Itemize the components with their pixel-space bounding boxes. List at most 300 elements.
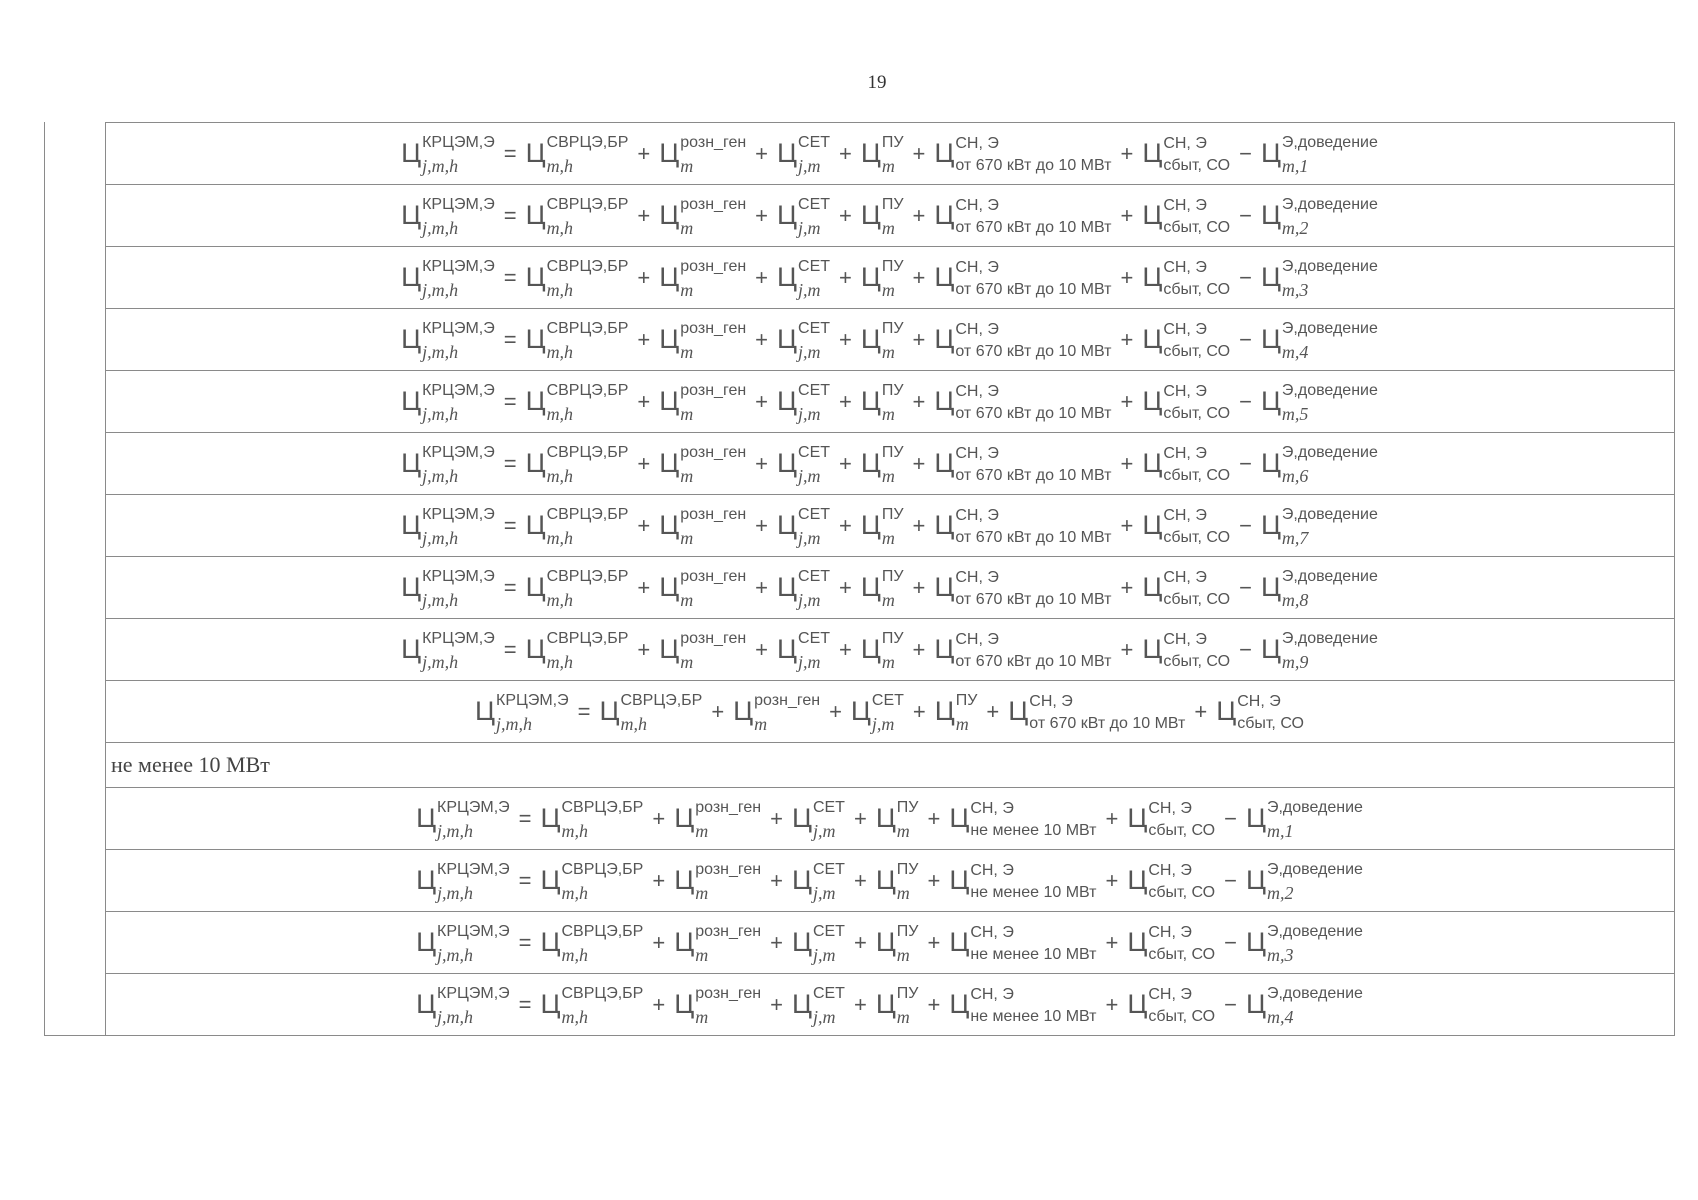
subscript: m,h xyxy=(546,651,574,672)
formula-row xyxy=(105,494,1675,556)
lhs-term xyxy=(401,319,495,362)
price-symbol: Ц xyxy=(1245,927,1266,957)
services-term xyxy=(860,443,904,486)
operator: = xyxy=(503,326,517,352)
price-symbol: Ц xyxy=(1216,696,1237,726)
price-symbol: Ц xyxy=(1142,324,1163,354)
subscript: m,h xyxy=(546,465,574,486)
lhs-term xyxy=(401,505,495,548)
subscript: m xyxy=(695,882,709,903)
subscript: m xyxy=(881,465,895,486)
operator: = xyxy=(503,140,517,166)
subscript: от 670 кВт до 10 МВт xyxy=(955,404,1112,422)
operator: + xyxy=(853,805,867,831)
subscript: сбыт, СО xyxy=(1163,156,1231,174)
subscript: j,m,h xyxy=(422,403,459,424)
price-symbol: Ц xyxy=(875,865,896,895)
formula-row xyxy=(105,618,1675,680)
superscript: СЕТ xyxy=(798,133,831,151)
subscript: j,m xyxy=(812,1006,836,1027)
operator: + xyxy=(755,264,769,290)
wholesale-price-term xyxy=(540,798,644,841)
network-term xyxy=(791,860,845,903)
formula-row xyxy=(105,370,1675,432)
subscript: m,8 xyxy=(1281,589,1309,610)
table-rows xyxy=(105,122,1675,1035)
price-symbol: Ц xyxy=(1260,200,1281,230)
operator: + xyxy=(637,450,651,476)
operator: + xyxy=(1120,512,1134,538)
subscript: m,3 xyxy=(1266,944,1294,965)
subscript: m xyxy=(695,944,709,965)
superscript: СВРЦЭ,БР xyxy=(561,798,644,816)
superscript: СН, Э xyxy=(955,444,999,462)
operator: + xyxy=(1120,574,1134,600)
operator: − xyxy=(1239,574,1252,600)
superscript: СН, Э xyxy=(955,630,999,648)
superscript: СВРЦЭ,БР xyxy=(546,133,629,151)
adjustment-term xyxy=(1260,381,1378,424)
retail-gen-term xyxy=(659,505,747,548)
superscript: СН, Э xyxy=(1148,923,1192,941)
services-term xyxy=(860,319,904,362)
formula-row xyxy=(105,973,1675,1035)
price-symbol: Ц xyxy=(525,634,546,664)
subscript: m xyxy=(695,1006,709,1027)
operator: + xyxy=(711,698,725,724)
subscript: m xyxy=(896,944,910,965)
operator: = xyxy=(503,512,517,538)
retail-gen-term xyxy=(674,798,762,841)
retail-gen-term xyxy=(659,133,747,176)
price-symbol: Ц xyxy=(875,803,896,833)
services-term xyxy=(934,691,978,734)
subscript: j,m xyxy=(798,465,821,486)
price-symbol: Ц xyxy=(659,634,680,664)
price-symbol: Ц xyxy=(777,386,798,416)
price-symbol: Ц xyxy=(777,572,798,602)
subscript: j,m,h xyxy=(437,1006,474,1027)
superscript: СВРЦЭ,БР xyxy=(546,257,629,275)
operator: + xyxy=(839,636,852,662)
operator: + xyxy=(912,698,926,724)
formula-row xyxy=(105,556,1675,618)
superscript: ПУ xyxy=(881,567,904,585)
operator: + xyxy=(912,264,926,290)
superscript: ПУ xyxy=(881,443,904,461)
superscript: Э,доведение xyxy=(1266,984,1363,1002)
formula-row xyxy=(105,849,1675,911)
superscript: ПУ xyxy=(881,133,904,151)
operator: − xyxy=(1224,867,1237,893)
superscript: СЕТ xyxy=(798,319,831,337)
operator: + xyxy=(853,867,867,893)
superscript: ПУ xyxy=(896,984,919,1002)
subscript: m,h xyxy=(546,341,574,362)
operator: + xyxy=(755,636,769,662)
operator: + xyxy=(755,512,769,538)
subscript: m xyxy=(881,403,895,424)
formula xyxy=(416,860,1363,903)
superscript: КРЦЭМ,Э xyxy=(422,319,495,337)
price-symbol: Ц xyxy=(934,634,955,664)
price-symbol: Ц xyxy=(934,448,955,478)
price-symbol: Ц xyxy=(1142,448,1163,478)
operator: + xyxy=(1105,805,1119,831)
superscript: КРЦЭМ,Э xyxy=(422,567,495,585)
price-symbol: Ц xyxy=(416,803,437,833)
operator: + xyxy=(637,202,651,228)
lhs-term xyxy=(401,257,495,300)
retail-gen-term xyxy=(659,443,747,486)
subscript: j,m,h xyxy=(422,279,459,300)
operator: + xyxy=(912,326,926,352)
formula xyxy=(401,443,1378,486)
retail-gen-term xyxy=(674,984,762,1027)
subscript: не менее 10 МВт xyxy=(970,1007,1097,1025)
subscript: j,m xyxy=(798,589,821,610)
operator: + xyxy=(652,867,666,893)
sales-term xyxy=(1127,923,1216,963)
superscript: СЕТ xyxy=(798,381,831,399)
network-term xyxy=(777,443,831,486)
formula-table xyxy=(44,122,1675,1036)
price-symbol: Ц xyxy=(791,927,812,957)
price-symbol: Ц xyxy=(860,262,881,292)
price-symbol: Ц xyxy=(733,696,754,726)
section-heading-row xyxy=(105,742,1675,787)
operator: + xyxy=(829,698,842,724)
operator: + xyxy=(1120,202,1134,228)
operator: − xyxy=(1239,450,1252,476)
price-symbol: Ц xyxy=(777,510,798,540)
wholesale-price-term xyxy=(540,860,644,903)
price-symbol: Ц xyxy=(674,865,695,895)
subscript: m,h xyxy=(561,1006,588,1027)
superscript: СН, Э xyxy=(1163,258,1207,276)
subscript: сбыт, СО xyxy=(1148,945,1216,963)
price-symbol: Ц xyxy=(525,324,546,354)
subscript: от 670 кВт до 10 МВт xyxy=(955,528,1112,546)
formula xyxy=(401,133,1378,176)
superscript: розн_ген xyxy=(695,922,762,940)
operator: + xyxy=(839,202,852,228)
subscript: m xyxy=(881,651,895,672)
subscript: j,m xyxy=(798,279,821,300)
subscript: j,m,h xyxy=(422,465,459,486)
price-symbol: Ц xyxy=(659,448,680,478)
superscript: розн_ген xyxy=(680,443,747,461)
price-symbol: Ц xyxy=(934,696,955,726)
wholesale-price-term xyxy=(540,984,644,1027)
superscript: СЕТ xyxy=(812,922,845,940)
price-symbol: Ц xyxy=(1008,696,1029,726)
price-symbol: Ц xyxy=(791,865,812,895)
subscript: m,6 xyxy=(1281,465,1309,486)
operator: + xyxy=(652,805,666,831)
superscript: СЕТ xyxy=(798,443,831,461)
superscript: розн_ген xyxy=(680,505,747,523)
operator: = xyxy=(503,450,517,476)
superscript: СН, Э xyxy=(955,134,999,152)
subscript: m xyxy=(680,651,694,672)
retail-gen-term xyxy=(674,860,762,903)
network-term xyxy=(777,567,831,610)
price-symbol: Ц xyxy=(401,634,422,664)
price-symbol: Ц xyxy=(674,927,695,957)
price-symbol: Ц xyxy=(1260,572,1281,602)
price-symbol: Ц xyxy=(860,200,881,230)
subscript: сбыт, СО xyxy=(1163,404,1231,422)
superscript: ПУ xyxy=(881,195,904,213)
operator: + xyxy=(637,264,651,290)
price-symbol: Ц xyxy=(949,865,970,895)
subscript: от 670 кВт до 10 МВт xyxy=(955,590,1112,608)
operator: = xyxy=(518,991,532,1017)
subscript: j,m,h xyxy=(422,341,459,362)
operator: − xyxy=(1239,388,1252,414)
superscript: СН, Э xyxy=(1163,568,1207,586)
subscript: j,m xyxy=(812,882,836,903)
superscript: ПУ xyxy=(881,381,904,399)
superscript: СЕТ xyxy=(812,984,845,1002)
markup-term xyxy=(949,799,1097,839)
operator: + xyxy=(927,867,941,893)
lhs-term xyxy=(416,860,510,903)
subscript: не менее 10 МВт xyxy=(970,821,1097,839)
operator: + xyxy=(755,450,769,476)
price-symbol: Ц xyxy=(525,200,546,230)
operator: + xyxy=(1120,450,1134,476)
sales-term xyxy=(1127,799,1216,839)
operator: + xyxy=(839,512,852,538)
superscript: СВРЦЭ,БР xyxy=(561,860,644,878)
subscript: m xyxy=(896,1006,910,1027)
superscript: СН, Э xyxy=(955,506,999,524)
operator: + xyxy=(755,574,769,600)
price-symbol: Ц xyxy=(401,200,422,230)
superscript: КРЦЭМ,Э xyxy=(422,381,495,399)
superscript: СЕТ xyxy=(871,691,904,709)
formula-row xyxy=(105,308,1675,370)
price-symbol: Ц xyxy=(1260,448,1281,478)
network-term xyxy=(777,257,831,300)
superscript: КРЦЭМ,Э xyxy=(422,195,495,213)
adjustment-term xyxy=(1260,629,1378,672)
services-term xyxy=(860,133,904,176)
adjustment-term xyxy=(1245,860,1363,903)
operator: − xyxy=(1239,264,1252,290)
sales-term xyxy=(1216,692,1304,732)
subscript: m xyxy=(680,403,694,424)
subscript: m xyxy=(680,527,694,548)
wholesale-price-term xyxy=(525,443,629,486)
operator: = xyxy=(518,929,532,955)
subscript: m xyxy=(881,527,895,548)
subscript: сбыт, СО xyxy=(1163,280,1231,298)
price-symbol: Ц xyxy=(777,138,798,168)
superscript: ПУ xyxy=(881,257,904,275)
formula xyxy=(401,505,1378,548)
subscript: от 670 кВт до 10 МВт xyxy=(955,342,1112,360)
operator: + xyxy=(927,805,941,831)
formula xyxy=(401,567,1378,610)
superscript: СН, Э xyxy=(1148,985,1192,1003)
wholesale-price-term xyxy=(525,319,629,362)
network-term xyxy=(777,133,831,176)
services-term xyxy=(875,860,919,903)
operator: + xyxy=(839,326,852,352)
subscript: m,1 xyxy=(1266,820,1294,841)
price-symbol: Ц xyxy=(934,262,955,292)
superscript: СН, Э xyxy=(955,196,999,214)
subscript: m,h xyxy=(546,527,574,548)
superscript: СН, Э xyxy=(1148,799,1192,817)
price-symbol: Ц xyxy=(401,262,422,292)
sales-term xyxy=(1142,630,1231,670)
superscript: СЕТ xyxy=(798,257,831,275)
superscript: КРЦЭМ,Э xyxy=(422,257,495,275)
price-symbol: Ц xyxy=(860,324,881,354)
lhs-term xyxy=(401,195,495,238)
retail-gen-term xyxy=(659,257,747,300)
operator: + xyxy=(853,991,867,1017)
network-term xyxy=(791,984,845,1027)
price-symbol: Ц xyxy=(540,927,561,957)
superscript: СН, Э xyxy=(1237,692,1281,710)
price-symbol: Ц xyxy=(934,510,955,540)
price-symbol: Ц xyxy=(860,634,881,664)
superscript: розн_ген xyxy=(695,860,762,878)
services-term xyxy=(860,381,904,424)
operator: + xyxy=(912,140,926,166)
operator: = xyxy=(518,867,532,893)
superscript: СН, Э xyxy=(970,985,1014,1003)
price-symbol: Ц xyxy=(934,572,955,602)
price-symbol: Ц xyxy=(1127,865,1148,895)
price-symbol: Ц xyxy=(934,200,955,230)
superscript: СВРЦЭ,БР xyxy=(561,922,644,940)
subscript: j,m xyxy=(798,651,821,672)
price-symbol: Ц xyxy=(1260,634,1281,664)
superscript: розн_ген xyxy=(680,257,747,275)
operator: + xyxy=(755,202,769,228)
operator: + xyxy=(770,805,783,831)
subscript: сбыт, СО xyxy=(1148,821,1216,839)
superscript: СН, Э xyxy=(955,568,999,586)
superscript: розн_ген xyxy=(680,195,747,213)
subscript: сбыт, СО xyxy=(1163,342,1231,360)
superscript: Э,доведение xyxy=(1281,195,1378,213)
retail-gen-term xyxy=(659,381,747,424)
operator: + xyxy=(912,450,926,476)
markup-term xyxy=(949,985,1097,1025)
price-symbol: Ц xyxy=(1142,262,1163,292)
operator: + xyxy=(912,636,926,662)
formula xyxy=(401,195,1378,238)
price-symbol: Ц xyxy=(1127,803,1148,833)
price-symbol: Ц xyxy=(1260,386,1281,416)
superscript: ПУ xyxy=(896,860,919,878)
markup-term xyxy=(934,444,1112,484)
wholesale-price-term xyxy=(525,381,629,424)
operator: + xyxy=(770,929,783,955)
subscript: от 670 кВт до 10 МВт xyxy=(955,280,1112,298)
subscript: m,h xyxy=(620,713,647,734)
operator: − xyxy=(1224,805,1237,831)
price-symbol: Ц xyxy=(659,572,680,602)
operator: + xyxy=(839,388,852,414)
price-symbol: Ц xyxy=(1127,989,1148,1019)
subscript: j,m xyxy=(812,944,836,965)
formula-row xyxy=(105,184,1675,246)
formula xyxy=(416,922,1363,965)
superscript: розн_ген xyxy=(695,798,762,816)
superscript: СЕТ xyxy=(812,860,845,878)
operator: + xyxy=(927,991,941,1017)
network-term xyxy=(791,798,845,841)
subscript: m,h xyxy=(546,279,574,300)
markup-term xyxy=(949,923,1097,963)
superscript: розн_ген xyxy=(680,319,747,337)
lhs-term xyxy=(416,798,510,841)
lhs-term xyxy=(401,629,495,672)
subscript: m xyxy=(881,341,895,362)
adjustment-term xyxy=(1245,798,1363,841)
formula-row xyxy=(105,680,1675,742)
subscript: m,5 xyxy=(1281,403,1309,424)
operator: − xyxy=(1239,636,1252,662)
adjustment-term xyxy=(1260,319,1378,362)
price-symbol: Ц xyxy=(949,803,970,833)
operator: + xyxy=(770,991,783,1017)
price-symbol: Ц xyxy=(777,448,798,478)
superscript: СН, Э xyxy=(970,799,1014,817)
operator: + xyxy=(1105,991,1119,1017)
subscript: m,2 xyxy=(1266,882,1294,903)
adjustment-term xyxy=(1260,505,1378,548)
operator: + xyxy=(637,388,651,414)
subscript: m,3 xyxy=(1281,279,1309,300)
superscript: СВРЦЭ,БР xyxy=(546,381,629,399)
price-symbol: Ц xyxy=(777,634,798,664)
operator: − xyxy=(1224,929,1237,955)
superscript: розн_ген xyxy=(680,133,747,151)
retail-gen-term xyxy=(733,691,821,734)
superscript: СВРЦЭ,БР xyxy=(620,691,703,709)
superscript: ПУ xyxy=(896,922,919,940)
lhs-term xyxy=(401,567,495,610)
superscript: СВРЦЭ,БР xyxy=(546,195,629,213)
subscript: m,2 xyxy=(1281,217,1309,238)
subscript: не менее 10 МВт xyxy=(970,945,1097,963)
operator: + xyxy=(1120,636,1134,662)
services-term xyxy=(875,798,919,841)
adjustment-term xyxy=(1260,257,1378,300)
superscript: розн_ген xyxy=(754,691,821,709)
left-column xyxy=(45,122,106,1035)
services-term xyxy=(875,922,919,965)
price-symbol: Ц xyxy=(659,138,680,168)
subscript: j,m,h xyxy=(422,589,459,610)
sales-term xyxy=(1142,134,1231,174)
retail-gen-term xyxy=(659,195,747,238)
lhs-term xyxy=(401,443,495,486)
operator: − xyxy=(1224,991,1237,1017)
services-term xyxy=(860,257,904,300)
price-symbol: Ц xyxy=(416,865,437,895)
subscript: сбыт, СО xyxy=(1163,652,1231,670)
